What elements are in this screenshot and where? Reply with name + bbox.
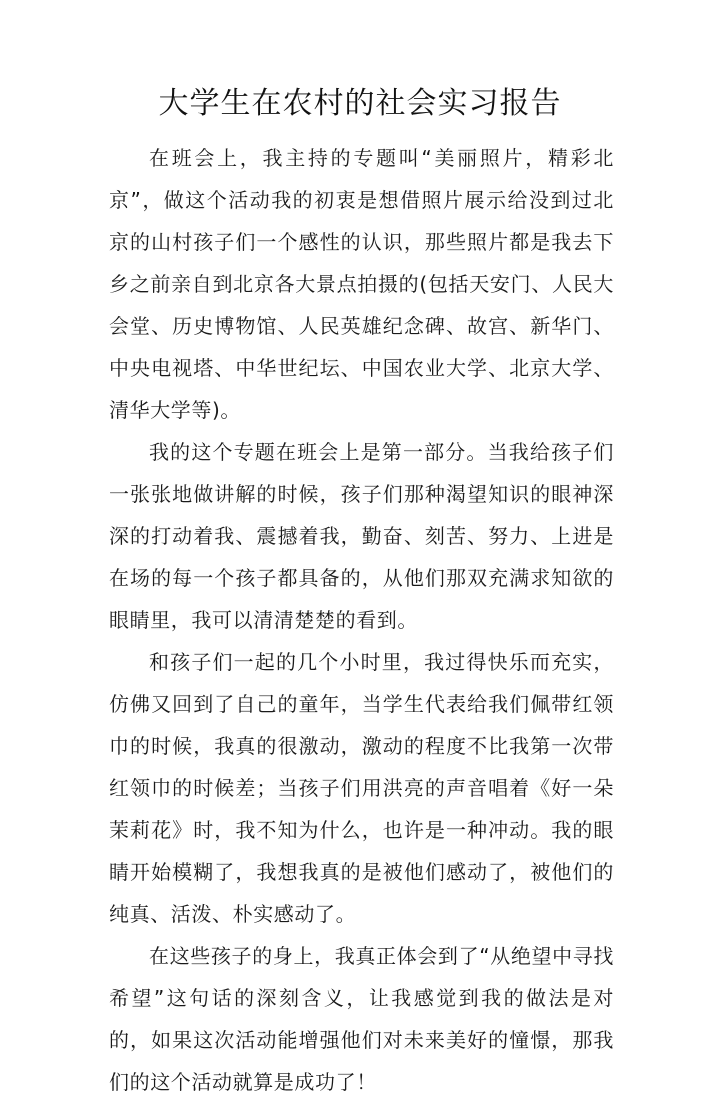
paragraph-2: 我的这个专题在班会上是第一部分。当我给孩子们一张张地做讲解的时候，孩子们那种渴望知识的眼神深深的打动着我、震撼着我，勤奋、刻苦、努力、上进是在场的每一个孩子都具备的，从他们那双充满求知欲的眼睛里，我可以清清楚楚的看到。 bbox=[109, 440, 614, 632]
document-body bbox=[109, 137, 614, 1103]
paragraph-4: 在这些孩子的身上，我真正体会到了“从绝望中寻找希望”这句话的深刻含义，让我感觉到我的做法是对的，如果这次活动能增强他们对未来美好的憧憬，那我们的这个活动就算是成功了！ bbox=[109, 944, 614, 1094]
paragraph-3: 和孩子们一起的几个小时里，我过得快乐而充实，仿佛又回到了自己的童年，当学生代表给我们佩带红领巾的时候，我真的很激动，激动的程度不比我第一次带红领巾的时候差；当孩子们用洪亮的声音唱着《好一朵茉莉花》时，我不知为什么，也许是一种冲动。我的眼睛开始模糊了，我想我真的是被他们感动了，被他们的纯真、活泼、朴实感动了。 bbox=[109, 650, 614, 926]
document-title: 大学生在农村的社会实习报告 bbox=[158, 86, 562, 121]
paragraph-1: 在班会上，我主持的专题叫“美丽照片，精彩北京”，做这个活动我的初衷是想借照片展示给没到过北京的山村孩子们一个感性的认识，那些照片都是我去下乡之前亲自到北京各大景点拍摄的(包括天安门、人民大会堂、历史博物馆、人民英雄纪念碑、故宫、新华门、中央电视塔、中华世纪坛、中国农业大学、北京大学、清华大学等)。 bbox=[109, 146, 614, 422]
